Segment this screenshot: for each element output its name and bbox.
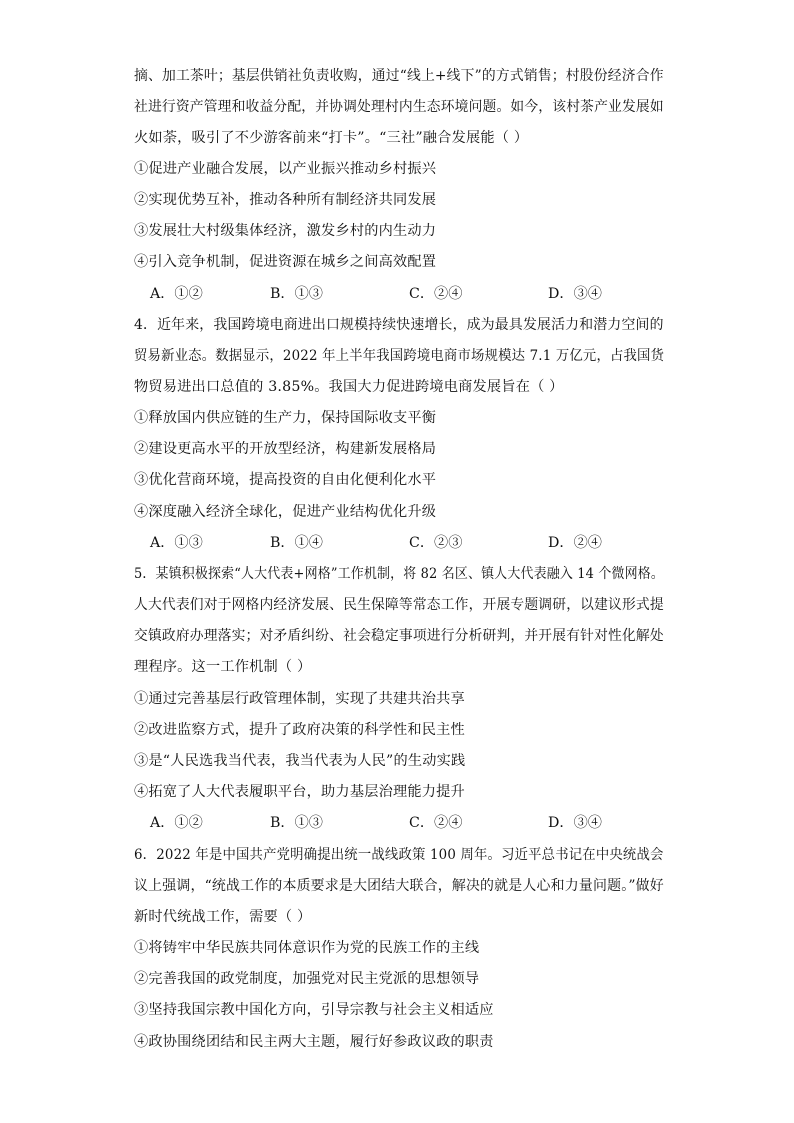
question-stem-line: 议上强调，“统战工作的本质要求是大团结大联合，解决的就是人心和力量问题。”做好 xyxy=(134,878,664,894)
option-d[interactable]: D．③④ xyxy=(548,286,602,302)
question-stem-line: 新时代统战工作，需要（ ） xyxy=(134,909,312,925)
question-stem-line: 4．近年来，我国跨境电商进出口规模持续快速增长，成为最具发展活力和潜力空间的 xyxy=(134,317,664,333)
statement-item: ①促进产业融合发展，以产业振兴推动乡村振兴 xyxy=(134,161,437,177)
question-stem-line: 交镇政府办理落实；对矛盾纠纷、社会稳定事项进行分析研判，并开展有针对性化解处 xyxy=(134,628,664,644)
option-c[interactable]: C．②③ xyxy=(409,535,463,551)
question-stem-line: 火如荼，吸引了不少游客前来“打卡”。“三社”融合发展能（ ） xyxy=(134,130,529,146)
option-b[interactable]: B．①③ xyxy=(270,815,323,831)
question-stem-line: 5．某镇积极探索“人大代表+网格”工作机制，将 82 名区、镇人大代表融入 14 个微网格。 xyxy=(134,566,665,582)
option-a[interactable]: A．①② xyxy=(150,815,203,831)
statement-item: ②建设更高水平的开放型经济，构建新发展格局 xyxy=(134,441,437,457)
option-b[interactable]: B．①③ xyxy=(270,286,323,302)
statement-item: ②完善我国的政党制度，加强党对民主党派的思想领导 xyxy=(134,971,480,987)
statement-item: ①通过完善基层行政管理体制，实现了共建共治共享 xyxy=(134,691,465,707)
statement-item: ③优化营商环境，提高投资的自由化便利化水平 xyxy=(134,472,437,488)
question-stem-line: 人大代表们对于网格内经济发展、民生保障等常态工作，开展专题调研，以建议形式提 xyxy=(134,597,664,613)
statement-item: ③发展壮大村级集体经济，激发乡村的内生动力 xyxy=(134,223,437,239)
statement-item: ③坚持我国宗教中国化方向，引导宗教与社会主义相适应 xyxy=(134,1002,494,1018)
question-stem-line: 理程序。这一工作机制（ ） xyxy=(134,659,312,675)
statement-item: ③是“人民选我当代表，我当代表为人民”的生动实践 xyxy=(134,753,466,769)
option-d[interactable]: D．③④ xyxy=(548,815,602,831)
statement-item: ②实现优势互补，推动各种所有制经济共同发展 xyxy=(134,192,437,208)
question-stem-line: 贸易新业态。数据显示，2022 年上半年我国跨境电商市场规模达 7.1 万亿元，占我国货 xyxy=(134,348,665,364)
statement-item: ④拓宽了人大代表履职平台，助力基层治理能力提升 xyxy=(134,784,465,800)
question-stem-line: 6．2022 年是中国共产党明确提出统一战线政策 100 周年。习近平总书记在中央统战会 xyxy=(134,847,664,863)
statement-item: ④深度融入经济全球化，促进产业结构优化升级 xyxy=(134,504,437,520)
option-c[interactable]: C．②④ xyxy=(409,815,463,831)
option-a[interactable]: A．①③ xyxy=(150,535,203,551)
option-a[interactable]: A．①② xyxy=(150,286,203,302)
statement-item: ①释放国内供应链的生产力，保持国际收支平衡 xyxy=(134,410,437,426)
answer-options xyxy=(150,533,670,553)
answer-options xyxy=(150,284,670,304)
option-b[interactable]: B．①④ xyxy=(270,535,323,551)
question-stem-line: 物贸易进出口总值的 3.85%。我国大力促进跨境电商发展旨在（ ） xyxy=(134,379,564,395)
option-d[interactable]: D．②④ xyxy=(548,535,602,551)
statement-item: ④政协围绕团结和民主两大主题，履行好参政议政的职责 xyxy=(134,1034,494,1050)
statement-item: ④引入竞争机制，促进资源在城乡之间高效配置 xyxy=(134,254,437,270)
option-c[interactable]: C．②④ xyxy=(409,286,463,302)
question-stem-line: 社进行资产管理和收益分配，并协调处理村内生态环境问题。如今，该村茶产业发展如 xyxy=(134,99,664,115)
statement-item: ②改进监察方式，提升了政府决策的科学性和民主性 xyxy=(134,722,465,738)
question-stem-line: 摘、加工茶叶；基层供销社负责收购，通过“线上+线下”的方式销售；村股份经济合作 xyxy=(134,68,664,84)
answer-options xyxy=(150,813,670,833)
statement-item: ①将铸牢中华民族共同体意识作为党的民族工作的主线 xyxy=(134,940,480,956)
